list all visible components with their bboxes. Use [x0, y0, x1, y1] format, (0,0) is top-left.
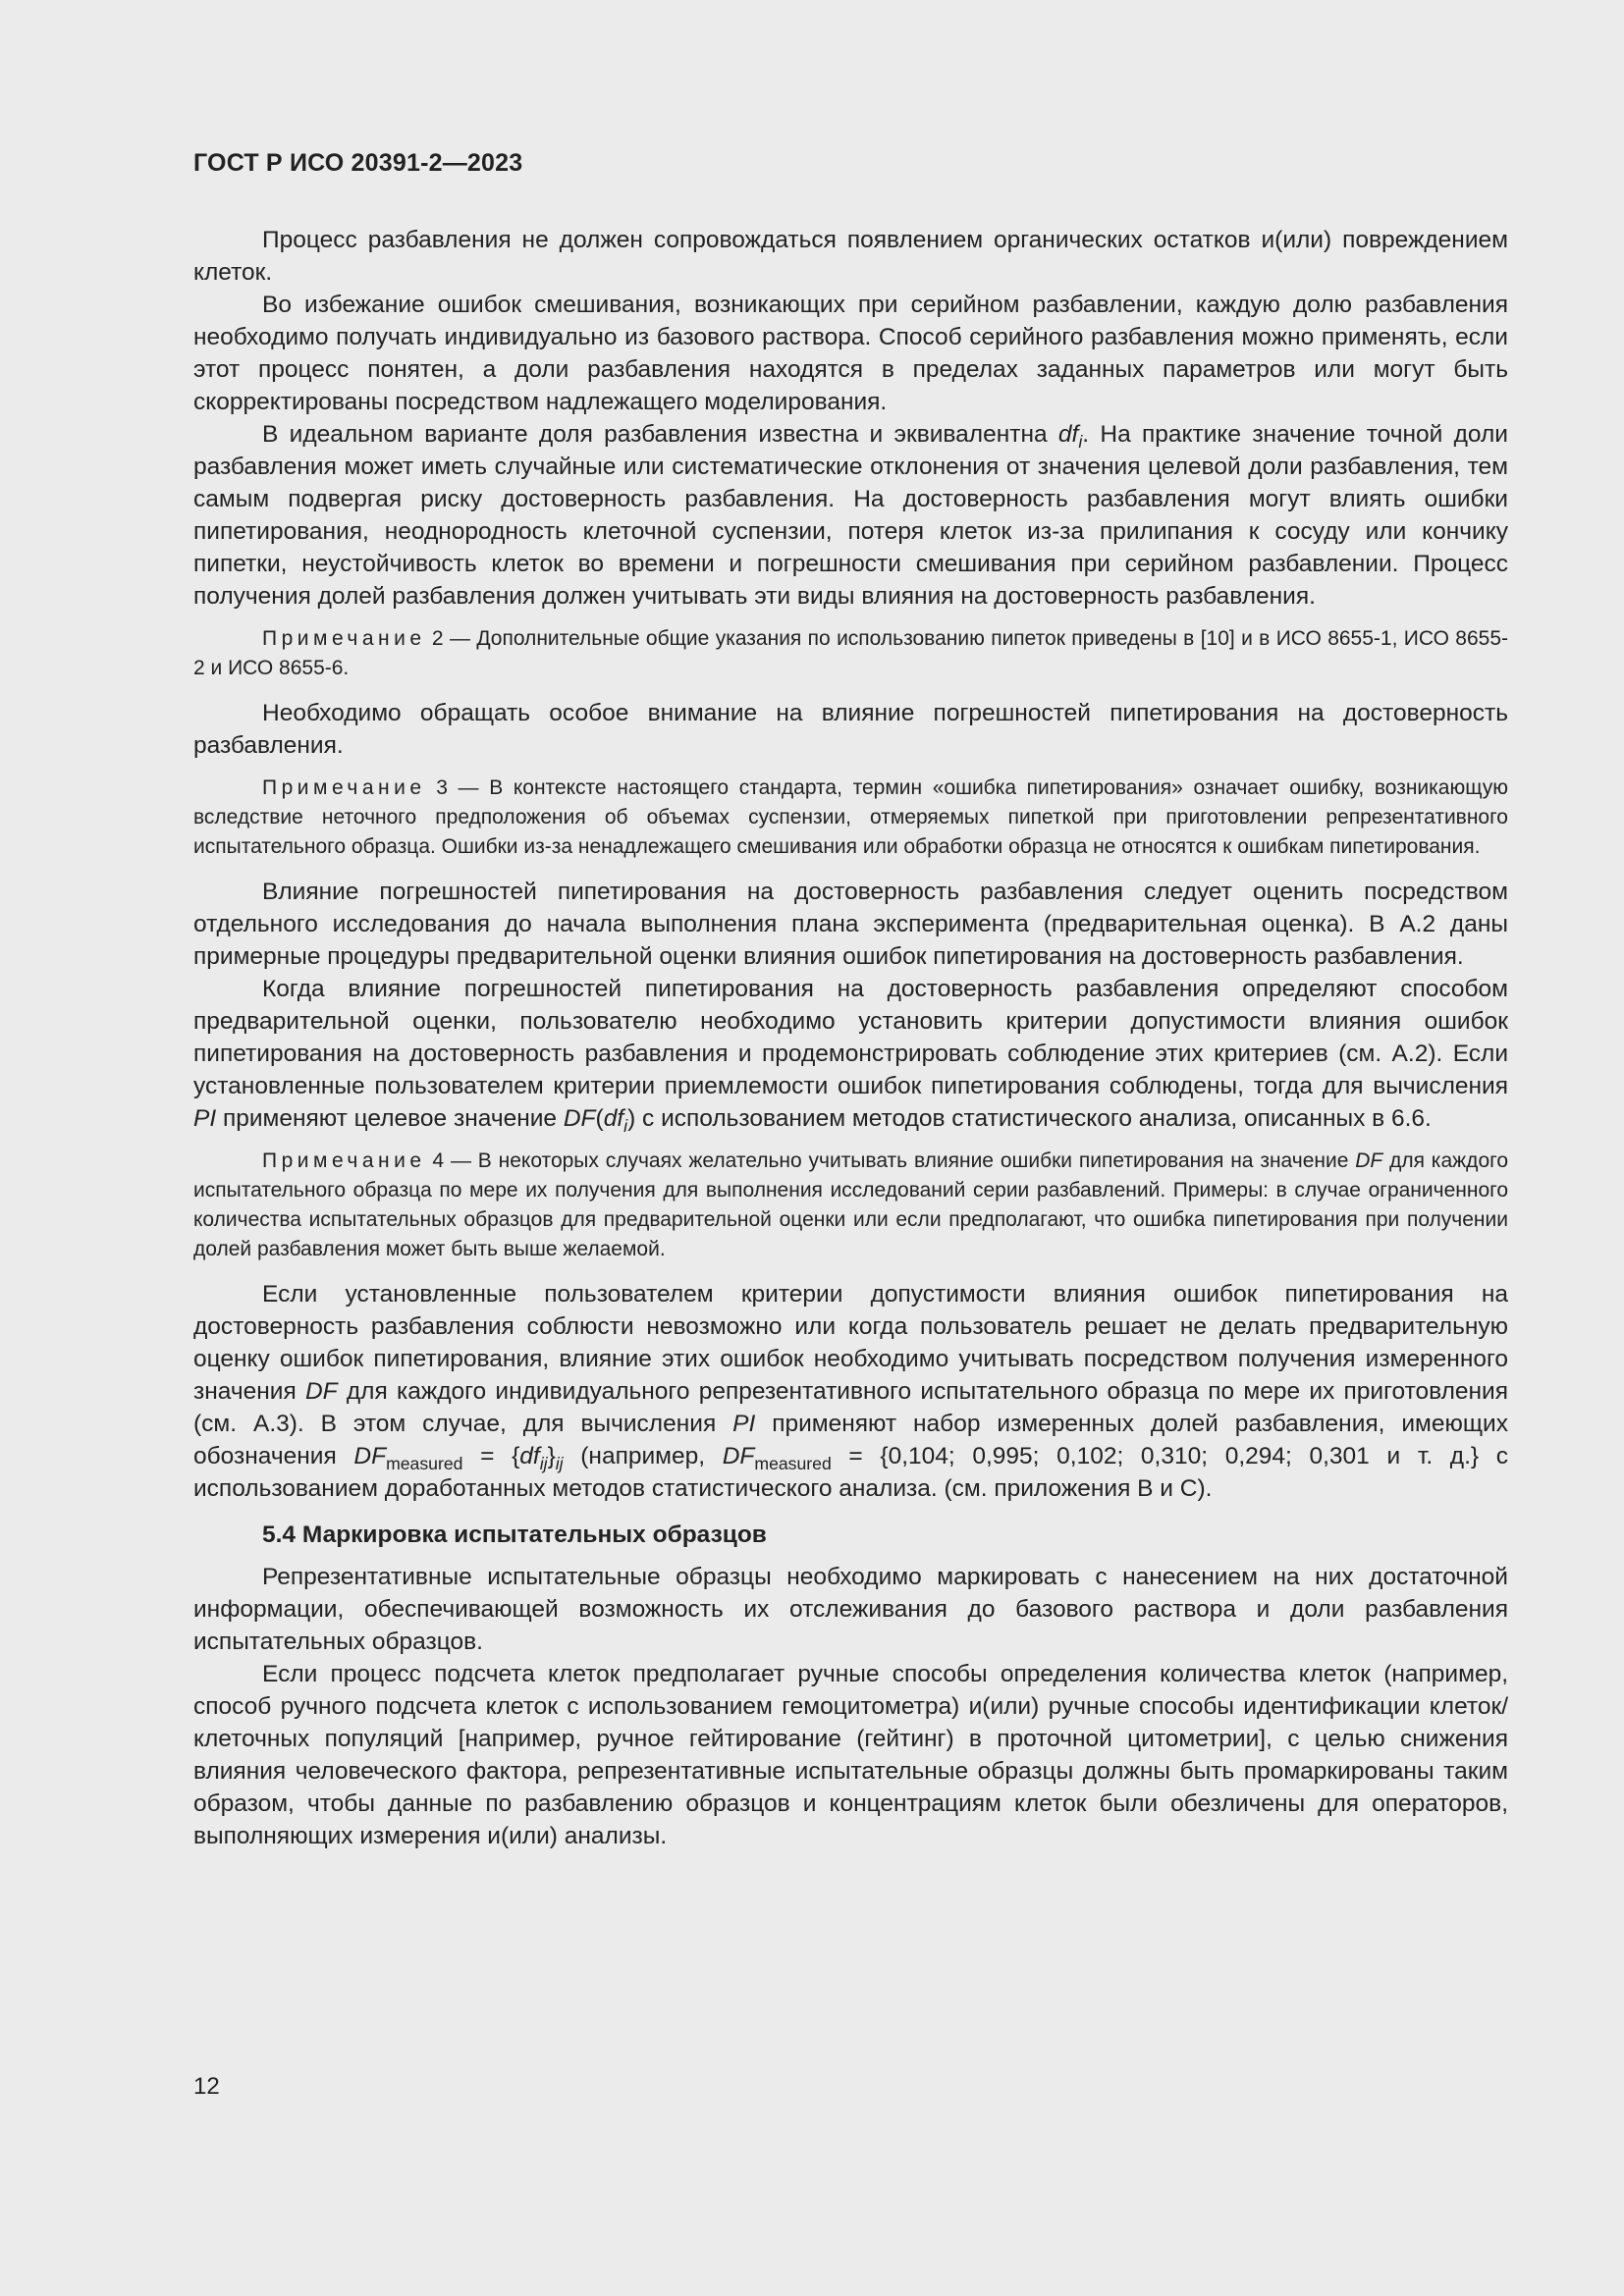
section-heading: 5.4 Маркировка испытательных образцов: [262, 1522, 767, 1548]
page-number: 12: [193, 2073, 220, 2100]
paragraph: Репрезентативные испытательные образцы необходимо маркировать с нанесением на них достаточной информации, обеспечивающей возможность их отслеживания до базового раствора и доли разбавления испытательных образцов.: [193, 1564, 1508, 1655]
paragraph: В идеальном варианте доля разбавления известна и эквивалентна $df_i$. На практике значение точной доли разбавления может иметь случайные или систематические отклонения от значения целевой доли разбавления, тем самым подвергая риску достоверность разбавления. На достоверность разбавления могут влиять ошибки пипетирования, неоднородность клеточной суспензии, потеря клеток из-за прилипания к сосуду или кончику пипетки, неустойчивость клеток во времени и погрешности смешивания при серийном разбавлении. Процесс получения долей разбавления должен учитывать эти виды влияния на достоверность разбавления.: [193, 421, 1508, 610]
paragraph: Процесс разбавления не должен сопровождаться появлением органических остатков и(или) повреждением клеток.: [193, 227, 1508, 286]
paragraph: Влияние погрешностей пипетирования на достоверность разбавления следует оценить посредством отдельного исследования до начала выполнения плана эксперимента (предварительная оценка). В А.2 даны примерные процедуры предварительной оценки влияния ошибок пипетирования на достоверность разбавления.: [193, 879, 1508, 970]
paragraph: Когда влияние погрешностей пипетирования на достоверность разбавления определяют способом предварительной оценки, пользователю необходимо установить критерии допустимости влияния ошибок пипетирования на достоверность разбавления и продемонстрировать соблюдение этих критериев (см. А.2). Если установленные пользователем критерии приемлемости ошибок пипетирования соблюдены, тогда для вычисления PI применяют целевое значение $DF(df_i)$ с использованием методов статистического анализа, описанных в 6.6.: [193, 976, 1508, 1136]
note-3: Примечание 3 — В контексте настоящего стандарта, термин «ошибка пипетирования» означает ошибку, возникающую вследствие неточного предположения об объемах суспензии, отмеряемых пипеткой при приготовлении репрезентативного испытательного образца. Ошибки из-за ненадлежащего смешивания или обработки образца не относятся к ошибкам пипетирования.: [193, 776, 1508, 858]
document-header: ГОСТ Р ИСО 20391-2—2023: [193, 149, 523, 177]
paragraph: Если установленные пользователем критерии допустимости влияния ошибок пипетирования на достоверность разбавления соблюсти невозможно или когда пользователь решает не делать предварительную оценку ошибок пипетирования, влияние этих ошибок необходимо учитывать посредством получения измеренного значения DF для каждого индивидуального репрезентативного испытательного образца по мере их приготовления (см. А.3). В этом случае, для вычисления PI применяют набор измеренных долей разбавления, имеющих обозначения $DF_{measured} = \{df_{ij}\}_{ij}$ (например, $DF_{measured} = \{0,104$; 0,995; 0,102; 0,310; 0,294; 0,301 и т. д.} с использованием доработанных методов статистического анализа. (см. приложения В и С).: [193, 1281, 1508, 1502]
document-body: [193, 224, 1508, 1852]
note-2: Примечание 2 — Дополнительные общие указания по использованию пипеток приведены в [10] и в ИСО 8655-1, ИСО 8655-2 и ИСО 8655-6.: [193, 627, 1508, 679]
paragraph: Во избежание ошибок смешивания, возникающих при серийном разбавлении, каждую долю разбавления необходимо получать индивидуально из базового раствора. Способ серийного разбавления можно применять, если этот процесс понятен, а доли разбавления находятся в пределах заданных параметров или могут быть скорректированы посредством надлежащего моделирования.: [193, 292, 1508, 415]
paragraph: Необходимо обращать особое внимание на влияние погрешностей пипетирования на достоверность разбавления.: [193, 700, 1508, 759]
note-4: Примечание 4 — В некоторых случаях желательно учитывать влияние ошибки пипетирования на значение DF для каждого испытательного образца по мере их получения для выполнения исследований серии разбавлений. Примеры: в случае ограниченного количества испытательных образцов для предварительной оценки или если предполагают, что ошибка пипетирования при получении долей разбавления может быть выше желаемой.: [193, 1149, 1508, 1260]
paragraph: Если процесс подсчета клеток предполагает ручные способы определения количества клеток (например, способ ручного подсчета клеток с использованием гемоцитометра) и(или) ручные способы идентификации клеток/клеточных популяций [например, ручное гейтирование (гейтинг) в проточной цитометрии], с целью снижения влияния человеческого фактора, репрезентативные испытательные образцы должны быть промаркированы таким образом, чтобы данные по разбавлению образцов и концентрациям клеток были обезличены для операторов, выполняющих измерения и(или) анализы.: [193, 1661, 1508, 1849]
